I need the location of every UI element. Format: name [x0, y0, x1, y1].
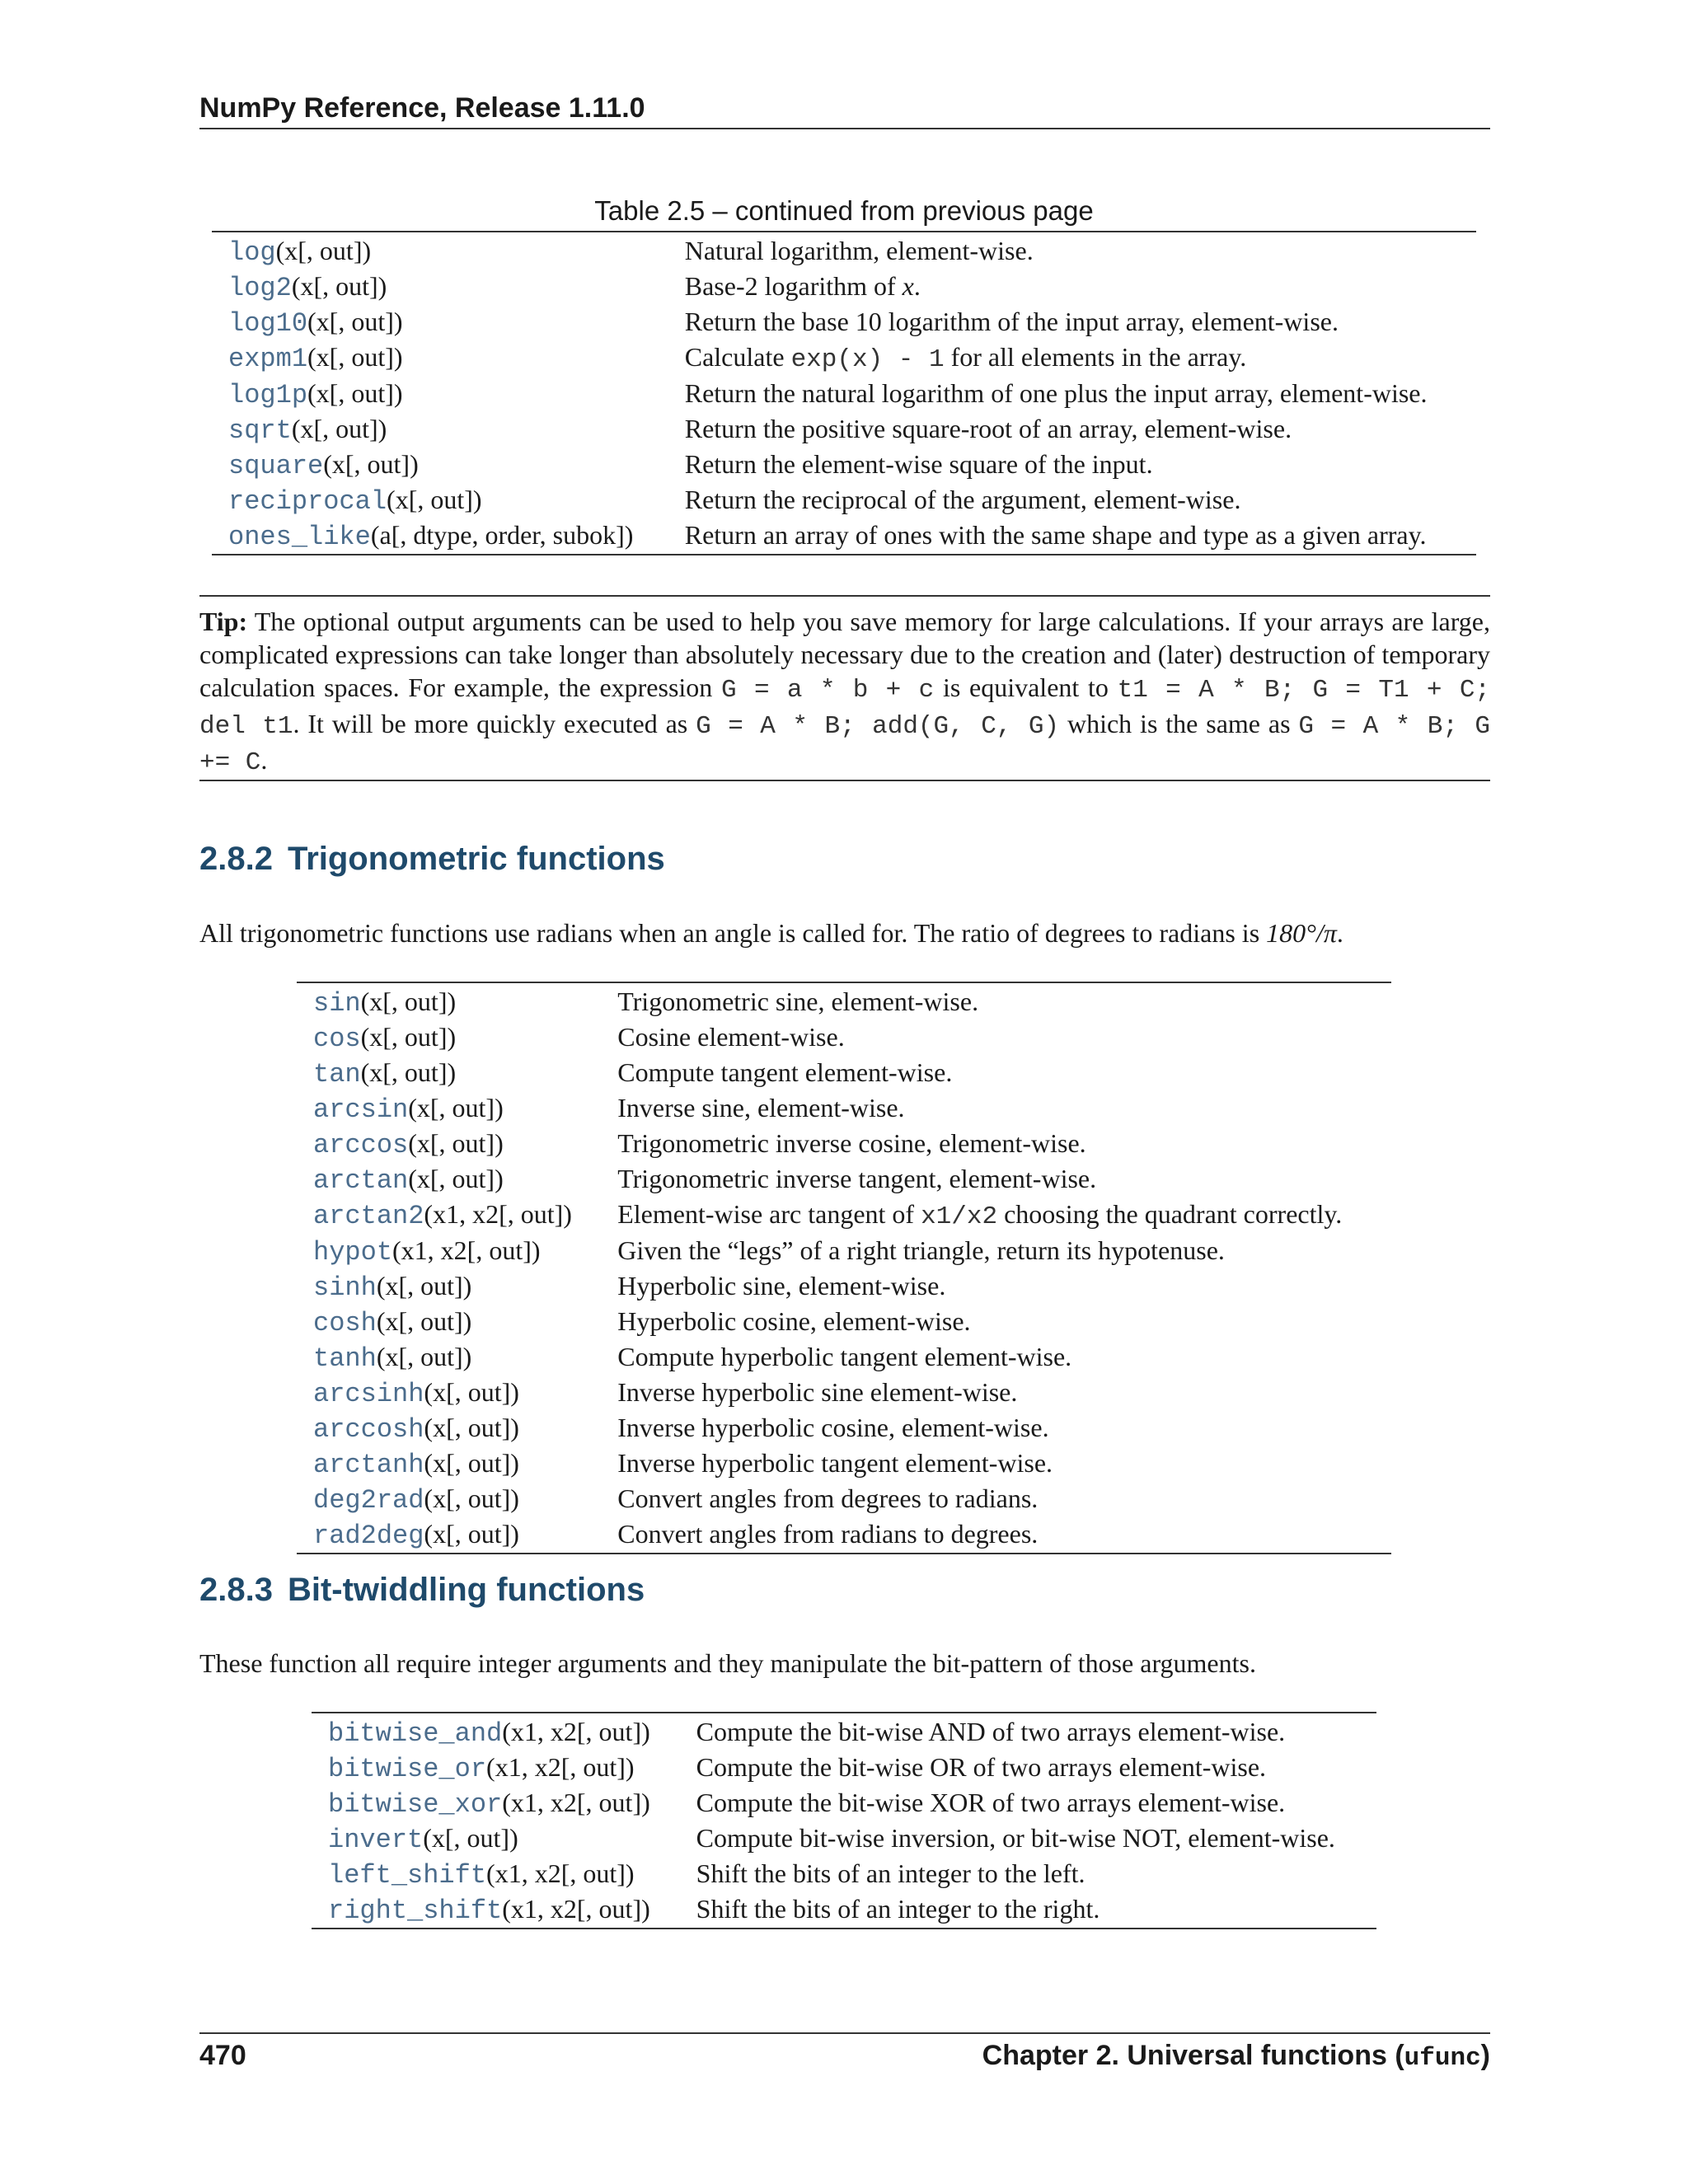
function-link[interactable]: rad2deg — [313, 1521, 424, 1551]
table-row — [212, 518, 1476, 555]
function-link[interactable]: arcsin — [313, 1094, 409, 1125]
function-link[interactable]: sin — [313, 988, 361, 1019]
function-signature — [212, 269, 668, 305]
table-row — [312, 1713, 1376, 1750]
function-signature — [297, 1269, 601, 1305]
function-link[interactable]: deg2rad — [313, 1485, 424, 1516]
table-row — [312, 1892, 1376, 1929]
function-args: (x1, x2[, out]) — [486, 1858, 635, 1888]
function-args: (x[, out]) — [307, 378, 403, 408]
function-link[interactable]: left_shift — [328, 1860, 487, 1891]
function-description: Trigonometric sine, element-wise. — [617, 987, 979, 1016]
function-args: (x1, x2[, out]) — [502, 1788, 650, 1817]
table-row — [212, 483, 1476, 518]
function-description: Given the “legs” of a right triangle, return its hypotenuse. — [617, 1235, 1225, 1265]
function-args: (x[, out]) — [376, 1271, 472, 1301]
function-link[interactable]: ones_like — [228, 522, 371, 552]
table-2-5-continued — [212, 231, 1476, 555]
desc-code: exp(x) - 1 — [790, 345, 945, 374]
function-signature — [297, 1340, 601, 1376]
function-signature — [297, 1446, 601, 1482]
trig-table — [297, 982, 1391, 1554]
function-description: Shift the bits of an integer to the right. — [696, 1894, 1100, 1924]
function-link[interactable]: arccosh — [313, 1414, 424, 1445]
function-args: (x[, out]) — [360, 1057, 457, 1087]
function-signature — [312, 1892, 680, 1929]
trig-intro-math: 180°/π — [1266, 918, 1337, 948]
function-description: Convert angles from radians to degrees. — [617, 1519, 1039, 1549]
function-description: Return the element-wise square of the input. — [684, 449, 1153, 479]
function-signature — [312, 1821, 680, 1857]
page-number: 470 — [199, 2040, 246, 2071]
function-description: Hyperbolic cosine, element-wise. — [617, 1306, 971, 1336]
function-args: (x[, out]) — [376, 1342, 472, 1371]
function-description: Compute bit-wise inversion, or bit-wise NOT, element-wise. — [696, 1823, 1335, 1853]
function-signature — [212, 340, 668, 377]
running-header: NumPy Reference, Release 1.11.0 — [199, 92, 1490, 129]
tip-text-2: is equivalent to — [934, 673, 1118, 702]
table-row — [297, 1127, 1391, 1162]
function-args: (x1, x2[, out]) — [502, 1717, 650, 1746]
function-link[interactable]: bitwise_and — [328, 1718, 503, 1749]
function-link[interactable]: tanh — [313, 1343, 377, 1374]
table-row — [297, 1446, 1391, 1482]
bit-intro: These function all require integer arguments and they manipulate the bit-pattern of those arguments. — [199, 1648, 1256, 1678]
trig-intro-end: . — [1336, 918, 1343, 948]
function-args: (x[, out]) — [424, 1483, 519, 1513]
function-args: (x[, out]) — [360, 987, 457, 1016]
function-description: Compute the bit-wise XOR of two arrays element-wise. — [696, 1788, 1286, 1817]
function-description: Return an array of ones with the same shape and type as a given array. — [684, 520, 1427, 550]
table-row — [312, 1786, 1376, 1821]
table-row — [297, 1482, 1391, 1517]
function-description: Inverse hyperbolic sine element-wise. — [617, 1377, 1018, 1407]
table-row — [297, 1091, 1391, 1127]
tip-code-1: G = a * b + c — [721, 676, 935, 705]
function-args: (x1, x2[, out]) — [486, 1752, 635, 1782]
table-row — [297, 1411, 1391, 1446]
function-args: (x[, out]) — [360, 1022, 457, 1052]
footer-rule — [199, 2032, 1490, 2034]
desc-text: Calculate — [684, 342, 791, 372]
function-description — [668, 269, 1476, 305]
function-signature — [297, 1091, 601, 1127]
section-title: Trigonometric functions — [287, 841, 665, 877]
function-description: Trigonometric inverse tangent, element-wise. — [617, 1164, 1097, 1193]
function-description: Return the base 10 logarithm of the input array, element-wise. — [684, 307, 1339, 336]
function-link[interactable]: log10 — [228, 308, 308, 339]
section-title: Bit-twiddling functions — [287, 1572, 645, 1608]
function-signature — [297, 1482, 601, 1517]
table-row — [297, 1197, 1391, 1234]
function-args: (x[, out]) — [424, 1448, 519, 1478]
function-link[interactable]: log — [228, 237, 276, 268]
function-signature — [312, 1857, 680, 1892]
trig-intro — [199, 916, 1490, 949]
table-row — [297, 1056, 1391, 1091]
tip-label: Tip: — [199, 607, 248, 636]
function-args: (x[, out]) — [424, 1413, 519, 1442]
function-link[interactable]: bitwise_xor — [328, 1789, 503, 1820]
bit-table — [312, 1712, 1376, 1929]
function-signature — [312, 1713, 680, 1750]
function-signature — [297, 1162, 601, 1197]
function-signature — [297, 1234, 601, 1269]
function-link[interactable]: expm1 — [228, 344, 308, 374]
function-args: (x[, out]) — [423, 1823, 518, 1853]
function-link[interactable]: sqrt — [228, 415, 292, 446]
function-args: (a[, dtype, order, subok]) — [370, 520, 634, 550]
function-link[interactable]: log2 — [228, 273, 292, 303]
function-link[interactable]: arctan2 — [313, 1201, 424, 1231]
function-args: (x[, out]) — [424, 1377, 519, 1407]
function-args: (x[, out]) — [408, 1164, 504, 1193]
function-description: Inverse hyperbolic tangent element-wise. — [617, 1448, 1053, 1478]
desc-text: Element-wise arc tangent of — [617, 1199, 921, 1229]
function-signature — [312, 1750, 680, 1786]
trig-intro-text: All trigonometric functions use radians when an angle is called for. The ratio of degrees to radians is — [199, 918, 1267, 948]
function-description: Inverse sine, element-wise. — [617, 1093, 905, 1122]
function-args: (x[, out]) — [408, 1128, 504, 1158]
function-signature — [297, 1411, 601, 1446]
tip-text-3: . It will be more quickly executed as — [293, 709, 696, 738]
table-row — [212, 412, 1476, 448]
tip-text-4: which is the same as — [1059, 709, 1299, 738]
function-link[interactable]: invert — [328, 1825, 424, 1855]
table-row — [297, 982, 1391, 1020]
table-row — [297, 1269, 1391, 1305]
desc-text: Base-2 logarithm of — [684, 271, 903, 301]
tip-code-2: t1 = A * B; G = T1 + C; del t1 — [199, 676, 1491, 741]
desc-emphasis: x — [902, 271, 914, 301]
function-args: (x1, x2[, out]) — [392, 1235, 541, 1265]
function-link[interactable]: sinh — [313, 1272, 377, 1303]
section-number: 2.8.3 — [199, 1572, 273, 1608]
function-signature — [212, 483, 668, 518]
function-signature — [212, 305, 668, 340]
function-link[interactable]: right_shift — [328, 1896, 503, 1926]
table-row — [297, 1517, 1391, 1554]
table-row — [297, 1305, 1391, 1340]
chapter-code: ufunc — [1404, 2044, 1481, 2073]
function-signature — [212, 518, 668, 555]
function-args: (x[, out]) — [291, 414, 387, 443]
table-row — [312, 1750, 1376, 1786]
function-signature — [297, 1197, 601, 1234]
function-args: (x1, x2[, out]) — [502, 1894, 650, 1924]
desc-text: for all elements in the array. — [944, 342, 1247, 372]
table-row — [297, 1234, 1391, 1269]
chapter-title — [982, 2040, 1490, 2073]
function-description: Compute tangent element-wise. — [617, 1057, 953, 1087]
function-description: Cosine element-wise. — [617, 1022, 845, 1052]
function-link[interactable]: reciprocal — [228, 486, 387, 517]
function-signature — [297, 1127, 601, 1162]
function-args: (x[, out]) — [323, 449, 419, 479]
function-description: Trigonometric inverse cosine, element-wise. — [617, 1128, 1086, 1158]
function-args: (x[, out]) — [307, 342, 403, 372]
tip-text-1: The optional output arguments can be used to help you save memory for large calculations. If your arrays are large, complicated expressions can take longer than absolutely necessary due to the creation and (later) destruction of temporary calculation spaces. For example, the expression — [199, 607, 1490, 702]
function-link[interactable]: arccos — [313, 1130, 409, 1160]
tip-top-rule — [199, 595, 1490, 597]
desc-code: x1/x2 — [921, 1202, 998, 1231]
function-link[interactable]: tan — [313, 1059, 361, 1090]
function-signature — [212, 232, 668, 269]
function-description: Natural logarithm, element-wise. — [684, 236, 1034, 265]
function-signature — [297, 1517, 601, 1554]
function-signature — [297, 1376, 601, 1411]
table-row — [212, 269, 1476, 305]
section-number: 2.8.2 — [199, 841, 273, 877]
function-signature — [297, 1020, 601, 1056]
table-row — [297, 1340, 1391, 1376]
function-signature — [297, 1305, 601, 1340]
function-link[interactable]: arctan — [313, 1165, 409, 1196]
function-args: (x[, out]) — [387, 485, 482, 514]
tip-code-4: G = A * B; G += C — [199, 712, 1491, 777]
table-row — [297, 1020, 1391, 1056]
function-args: (x[, out]) — [291, 271, 387, 301]
function-args: (x[, out]) — [275, 236, 372, 265]
function-signature — [312, 1786, 680, 1821]
table-row — [297, 1376, 1391, 1411]
function-description: Return the reciprocal of the argument, element-wise. — [684, 485, 1241, 514]
function-link[interactable]: log1p — [228, 380, 308, 410]
tip-bottom-rule — [199, 780, 1490, 781]
function-args: (x[, out]) — [376, 1306, 472, 1336]
function-description: Return the positive square-root of an array, element-wise. — [684, 414, 1292, 443]
function-link[interactable]: cos — [313, 1024, 361, 1054]
function-signature — [297, 982, 601, 1020]
function-link[interactable]: bitwise_or — [328, 1754, 487, 1784]
chapter-close: ) — [1480, 2040, 1490, 2071]
function-signature — [297, 1056, 601, 1091]
function-signature — [212, 377, 668, 412]
section-heading-trig — [199, 841, 665, 878]
function-link[interactable]: cosh — [313, 1308, 377, 1338]
tip-box — [199, 605, 1490, 780]
table-row — [212, 377, 1476, 412]
function-args: (x[, out]) — [307, 307, 403, 336]
function-description: Compute the bit-wise AND of two arrays element-wise. — [696, 1717, 1286, 1746]
function-link[interactable]: arctanh — [313, 1450, 424, 1480]
table-row — [312, 1821, 1376, 1857]
function-args: (x1, x2[, out]) — [424, 1199, 572, 1229]
desc-text: choosing the quadrant correctly. — [997, 1199, 1343, 1229]
function-description: Convert angles from degrees to radians. — [617, 1483, 1039, 1513]
function-description — [601, 1197, 1391, 1234]
function-args: (x[, out]) — [424, 1519, 519, 1549]
function-description: Compute the bit-wise OR of two arrays element-wise. — [696, 1752, 1267, 1782]
table-row — [297, 1162, 1391, 1197]
section-heading-bit — [199, 1572, 645, 1609]
table-caption: Table 2.5 – continued from previous page — [594, 195, 1094, 226]
chapter-text: Chapter 2. Universal functions ( — [982, 2040, 1404, 2071]
tip-text-5: . — [260, 745, 268, 775]
function-description: Inverse hyperbolic cosine, element-wise. — [617, 1413, 1049, 1442]
table-row — [212, 340, 1476, 377]
tip-code-3: G = A * B; add(G, C, G) — [696, 712, 1060, 741]
function-description: Shift the bits of an integer to the left. — [696, 1858, 1085, 1888]
function-description: Hyperbolic sine, element-wise. — [617, 1271, 946, 1301]
table-row — [212, 232, 1476, 269]
function-description — [668, 340, 1476, 377]
table-row — [212, 448, 1476, 483]
function-link[interactable]: hypot — [313, 1237, 393, 1268]
table-row — [212, 305, 1476, 340]
function-link[interactable]: square — [228, 451, 324, 481]
function-signature — [212, 412, 668, 448]
function-description: Compute hyperbolic tangent element-wise. — [617, 1342, 1072, 1371]
function-signature — [212, 448, 668, 483]
function-args: (x[, out]) — [408, 1093, 504, 1122]
desc-text: . — [913, 271, 921, 301]
function-link[interactable]: arcsinh — [313, 1379, 424, 1409]
table-row — [312, 1857, 1376, 1892]
function-description: Return the natural logarithm of one plus the input array, element-wise. — [684, 378, 1428, 408]
